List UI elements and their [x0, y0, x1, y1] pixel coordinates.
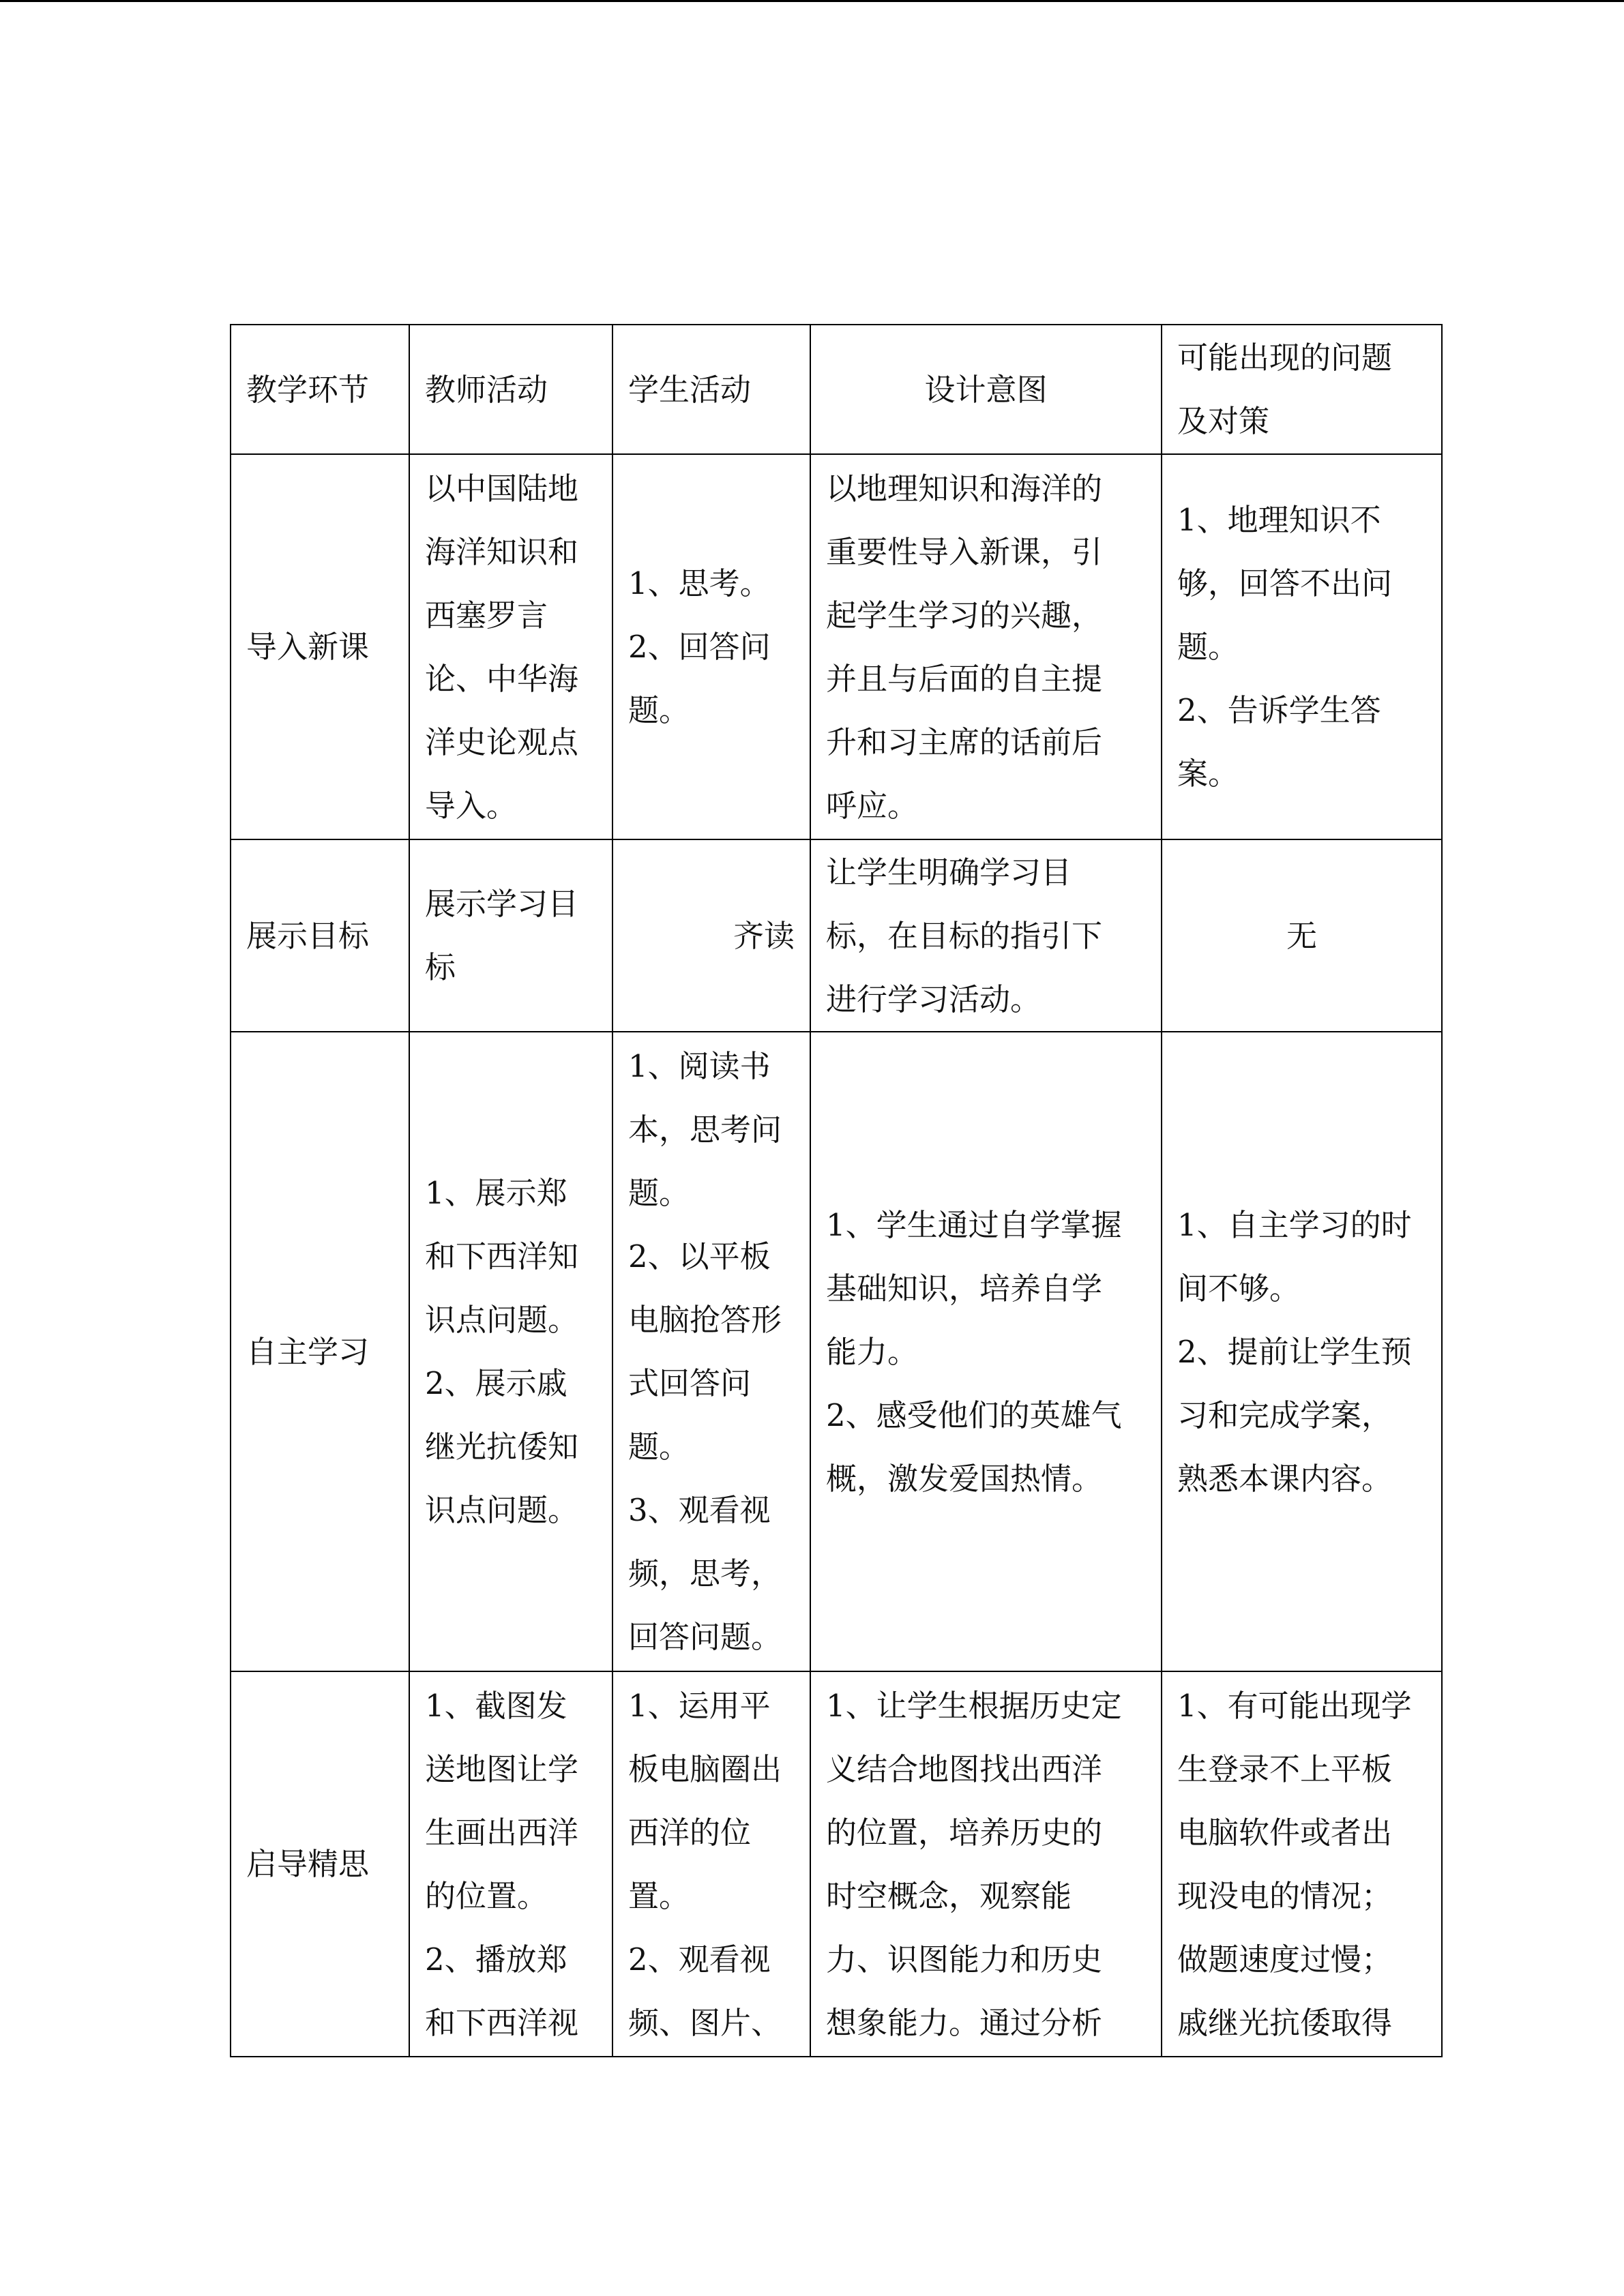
stage-cell [231, 1671, 409, 2057]
cell-text-line: 能力。 [826, 1333, 919, 1370]
cell-text-line: 继光抗倭知 [425, 1429, 579, 1465]
cell-text-line: 做题速度过慢； [1177, 1941, 1393, 1978]
cell-text-line: 2、感受他们的英雄气 [826, 1397, 1122, 1433]
cell-text-line: 1、让学生根据历史定 [826, 1687, 1122, 1724]
cell-text-line: 基础知识，培养自学 [826, 1270, 1103, 1307]
student-activity-cell [612, 839, 810, 1032]
lesson-plan-table [230, 324, 1443, 2057]
cell-text-line: 题。 [628, 692, 690, 728]
cell-text-line: 西塞罗言 [425, 597, 548, 633]
cell-text-line: 概，激发爱国热情。 [826, 1460, 1103, 1497]
cell-text-line: 义结合地图找出西洋 [826, 1750, 1103, 1787]
cell-text-line: 以中国陆地 [425, 470, 579, 507]
design-intent-cell [810, 454, 1162, 839]
cell-text-line: 电脑抢答形 [628, 1302, 782, 1338]
cell-text-line: 学生活动 [628, 371, 752, 408]
cell-text-line: 想象能力。通过分析 [826, 2004, 1103, 2041]
cell-text-line: 够，回答不出问 [1177, 565, 1393, 601]
cell-text-line: 海洋知识和 [425, 533, 579, 570]
cell-text-line: 1、学生通过自学掌握 [826, 1206, 1122, 1243]
cell-text-line: 1、思考。 [628, 565, 771, 601]
teacher-activity-cell [409, 454, 612, 839]
cell-text-line: 以地理知识和海洋的 [826, 470, 1103, 507]
cell-text-line: 案。 [1177, 756, 1239, 792]
cell-text-line: 无 [1286, 917, 1317, 954]
cell-text-line: 西洋的位 [628, 1814, 752, 1851]
cell-text-line: 置。 [628, 1877, 690, 1914]
cell-text-line: 进行学习活动。 [826, 981, 1042, 1017]
cell-text-line: 展示学习目 [425, 886, 579, 922]
teacher-activity-cell [409, 1671, 612, 2057]
stage-cell [231, 839, 409, 1032]
header-teacher-cell [409, 325, 612, 454]
table-row-self-study [231, 1032, 1442, 1671]
cell-text-line: 熟悉本课内容。 [1177, 1460, 1393, 1497]
cell-text-line: 现没电的情况； [1177, 1877, 1393, 1914]
issues-cell [1162, 1032, 1442, 1671]
cell-text-line: 戚继光抗倭取得 [1177, 2004, 1393, 2041]
cell-text-line: 1、地理知识不 [1177, 502, 1381, 538]
cell-text-line: 及对策 [1177, 403, 1270, 439]
cell-text-line: 论、中华海 [425, 660, 579, 697]
cell-text-line: 1、阅读书 [628, 1048, 771, 1084]
student-activity-cell [612, 1671, 810, 2057]
table-header-row [231, 325, 1442, 454]
student-activity-cell [612, 1032, 810, 1671]
cell-text-line: 1、自主学习的时 [1177, 1206, 1412, 1243]
cell-text-line: 1、展示郑 [425, 1175, 567, 1211]
cell-text-line: 生登录不上平板 [1177, 1750, 1393, 1787]
cell-text-line: 起学生学习的兴趣， [826, 597, 1103, 633]
cell-text-line: 题。 [628, 1175, 690, 1211]
design-intent-cell [810, 1032, 1162, 1671]
header-intent-cell [810, 325, 1162, 454]
stage-cell [231, 1032, 409, 1671]
cell-text-line: 的位置，培养历史的 [826, 1814, 1103, 1851]
cell-text-line: 导入新课 [246, 629, 370, 665]
cell-text-line: 1、截图发 [425, 1687, 567, 1724]
page-top-border [0, 0, 1624, 2]
cell-text-line: 间不够。 [1177, 1270, 1301, 1307]
cell-text-line: 2、告诉学生答 [1177, 692, 1381, 728]
cell-text-line: 本，思考问 [628, 1112, 782, 1148]
teacher-activity-cell [409, 839, 612, 1032]
header-issues-cell [1162, 325, 1442, 454]
cell-text-line: 并且与后面的自主提 [826, 660, 1103, 697]
cell-text-line: 导入。 [425, 787, 518, 824]
issues-cell [1162, 454, 1442, 839]
cell-text-line: 力、识图能力和历史 [826, 1941, 1103, 1978]
cell-text-line: 和下西洋知 [425, 1238, 579, 1274]
cell-text-line: 2、播放郑 [425, 1941, 567, 1978]
cell-text-line: 题。 [628, 1429, 690, 1465]
cell-text-line: 洋史论观点 [425, 724, 579, 760]
design-intent-cell [810, 839, 1162, 1032]
header-student-cell [612, 325, 810, 454]
cell-text-line: 识点问题。 [425, 1492, 579, 1528]
cell-text-line: 3、观看视 [628, 1492, 771, 1528]
cell-text-line: 让学生明确学习目 [826, 854, 1072, 891]
stage-cell [231, 454, 409, 839]
cell-text-line: 1、运用平 [628, 1687, 771, 1724]
cell-text-line: 设计意图 [924, 371, 1048, 408]
cell-text-line: 1、有可能出现学 [1177, 1687, 1412, 1724]
cell-text-line: 升和习主席的话前后 [826, 724, 1103, 760]
cell-text-line: 2、提前让学生预 [1177, 1333, 1412, 1370]
cell-text-line: 时空概念，观察能 [826, 1877, 1072, 1914]
table-row-guided-thinking [231, 1671, 1442, 2057]
cell-text-line: 自主学习 [246, 1333, 370, 1370]
cell-text-line: 习和完成学案， [1177, 1397, 1393, 1433]
cell-text-line: 2、展示戚 [425, 1365, 567, 1401]
cell-text-line: 可能出现的问题 [1177, 340, 1393, 376]
issues-cell [1162, 839, 1442, 1032]
cell-text-line: 2、以平板 [628, 1238, 771, 1274]
cell-text-line: 电脑软件或者出 [1177, 1814, 1393, 1851]
cell-text-line: 送地图让学 [425, 1750, 579, 1787]
cell-text-line: 启导精思 [246, 1846, 370, 1882]
cell-text-line: 的位置。 [425, 1877, 548, 1914]
cell-text-line: 生画出西洋 [425, 1814, 579, 1851]
cell-text-line: 展示目标 [246, 917, 370, 954]
cell-text-line: 标 [425, 949, 456, 985]
cell-text-line: 回答问题。 [628, 1619, 782, 1655]
cell-text-line: 式回答问 [628, 1365, 752, 1401]
cell-text-line: 教学环节 [246, 371, 370, 408]
teacher-activity-cell [409, 1032, 612, 1671]
issues-cell [1162, 1671, 1442, 2057]
cell-text-line: 呼应。 [826, 787, 919, 824]
cell-text-line: 教师活动 [425, 371, 548, 408]
table-row-goals [231, 839, 1442, 1032]
cell-text-line: 板电脑圈出 [628, 1750, 782, 1787]
design-intent-cell [810, 1671, 1162, 2057]
cell-text-line: 和下西洋视 [425, 2004, 579, 2041]
cell-text-line: 题。 [1177, 629, 1239, 665]
cell-text-line: 齐读 [733, 917, 795, 954]
cell-text-line: 2、回答问 [628, 629, 771, 665]
table-row-intro [231, 454, 1442, 839]
cell-text-line: 2、观看视 [628, 1941, 771, 1978]
cell-text-line: 频、图片、 [628, 2004, 782, 2041]
cell-text-line: 识点问题。 [425, 1302, 579, 1338]
cell-text-line: 标，在目标的指引下 [826, 917, 1103, 954]
cell-text-line: 重要性导入新课，引 [826, 533, 1103, 570]
cell-text-line: 频，思考， [628, 1555, 782, 1592]
student-activity-cell [612, 454, 810, 839]
header-stage-cell [231, 325, 409, 454]
